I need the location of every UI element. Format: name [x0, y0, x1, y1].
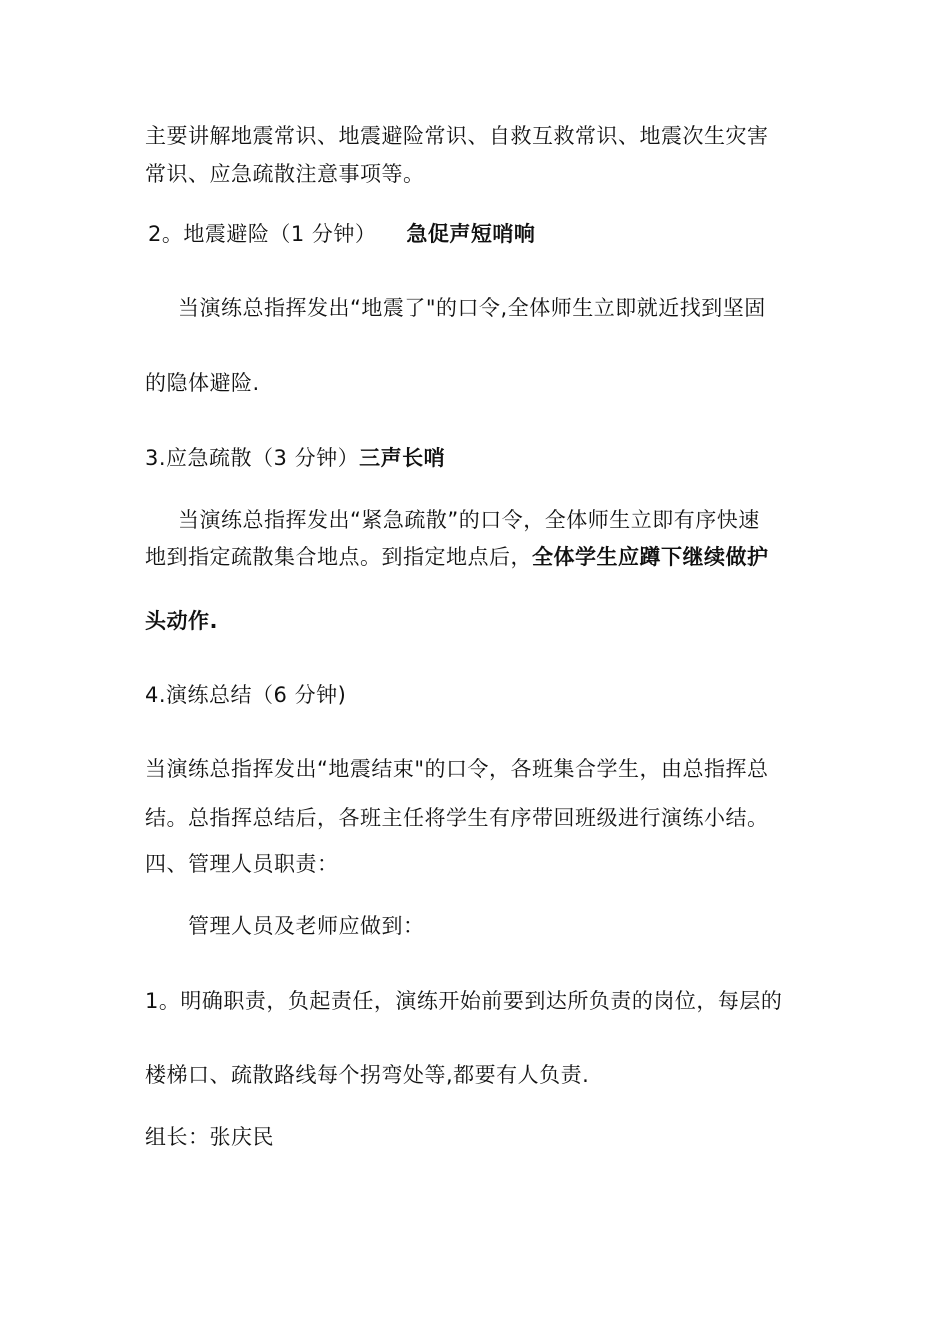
- step2-heading-row: [148, 219, 535, 249]
- step3-heading-row: [145, 443, 445, 473]
- step3-body-line-2-row: [145, 542, 769, 572]
- step3-signal: 三声长哨: [359, 446, 446, 470]
- step4-heading: 4.演练总结（6 分钟): [145, 683, 347, 707]
- step2-body-line-1: 当演练总指挥发出“地震了"的口令,全体师生立即就近找到坚固: [178, 296, 766, 320]
- step2-heading: 2。地震避险（1 分钟）: [148, 222, 377, 246]
- section4-sub: 管理人员及老师应做到：: [188, 914, 425, 938]
- step3-body-line-2-bold: 全体学生应蹲下继续做护: [532, 545, 769, 569]
- step4-body-line-1: 当演练总指挥发出“地震结束"的口令，各班集合学生，由总指挥总: [145, 757, 769, 781]
- step3-body-line-2: 地到指定疏散集合地点。到指定地点后，: [145, 545, 532, 569]
- step3-heading: 3.应急疏散（3 分钟）: [145, 446, 360, 470]
- item1-line-1: 1。明确职责，负起责任，演练开始前要到达所负责的岗位，每层的: [145, 989, 783, 1013]
- section4-heading: 四、管理人员职责：: [145, 852, 339, 876]
- step4-body-line-2: 结。总指挥总结后，各班主任将学生有序带回班级进行演练小结。: [145, 806, 769, 830]
- step2-signal: 急促声短哨响: [406, 222, 536, 246]
- step3-body-line-1: 当演练总指挥发出“紧急疏散”的口令，全体师生立即有序快速: [178, 508, 760, 532]
- step3-body-line-3: 头动作.: [145, 609, 218, 633]
- step2-body-line-2: 的隐体避险.: [145, 371, 260, 395]
- intro-line-2: 常识、应急疏散注意事项等。: [145, 162, 425, 186]
- leader-line: 组长：张庆民: [145, 1125, 274, 1149]
- item1-line-2: 楼梯口、疏散路线每个拐弯处等,都要有人负责.: [145, 1063, 590, 1087]
- intro-line-1: 主要讲解地震常识、地震避险常识、自救互救常识、地震次生灾害: [145, 124, 769, 148]
